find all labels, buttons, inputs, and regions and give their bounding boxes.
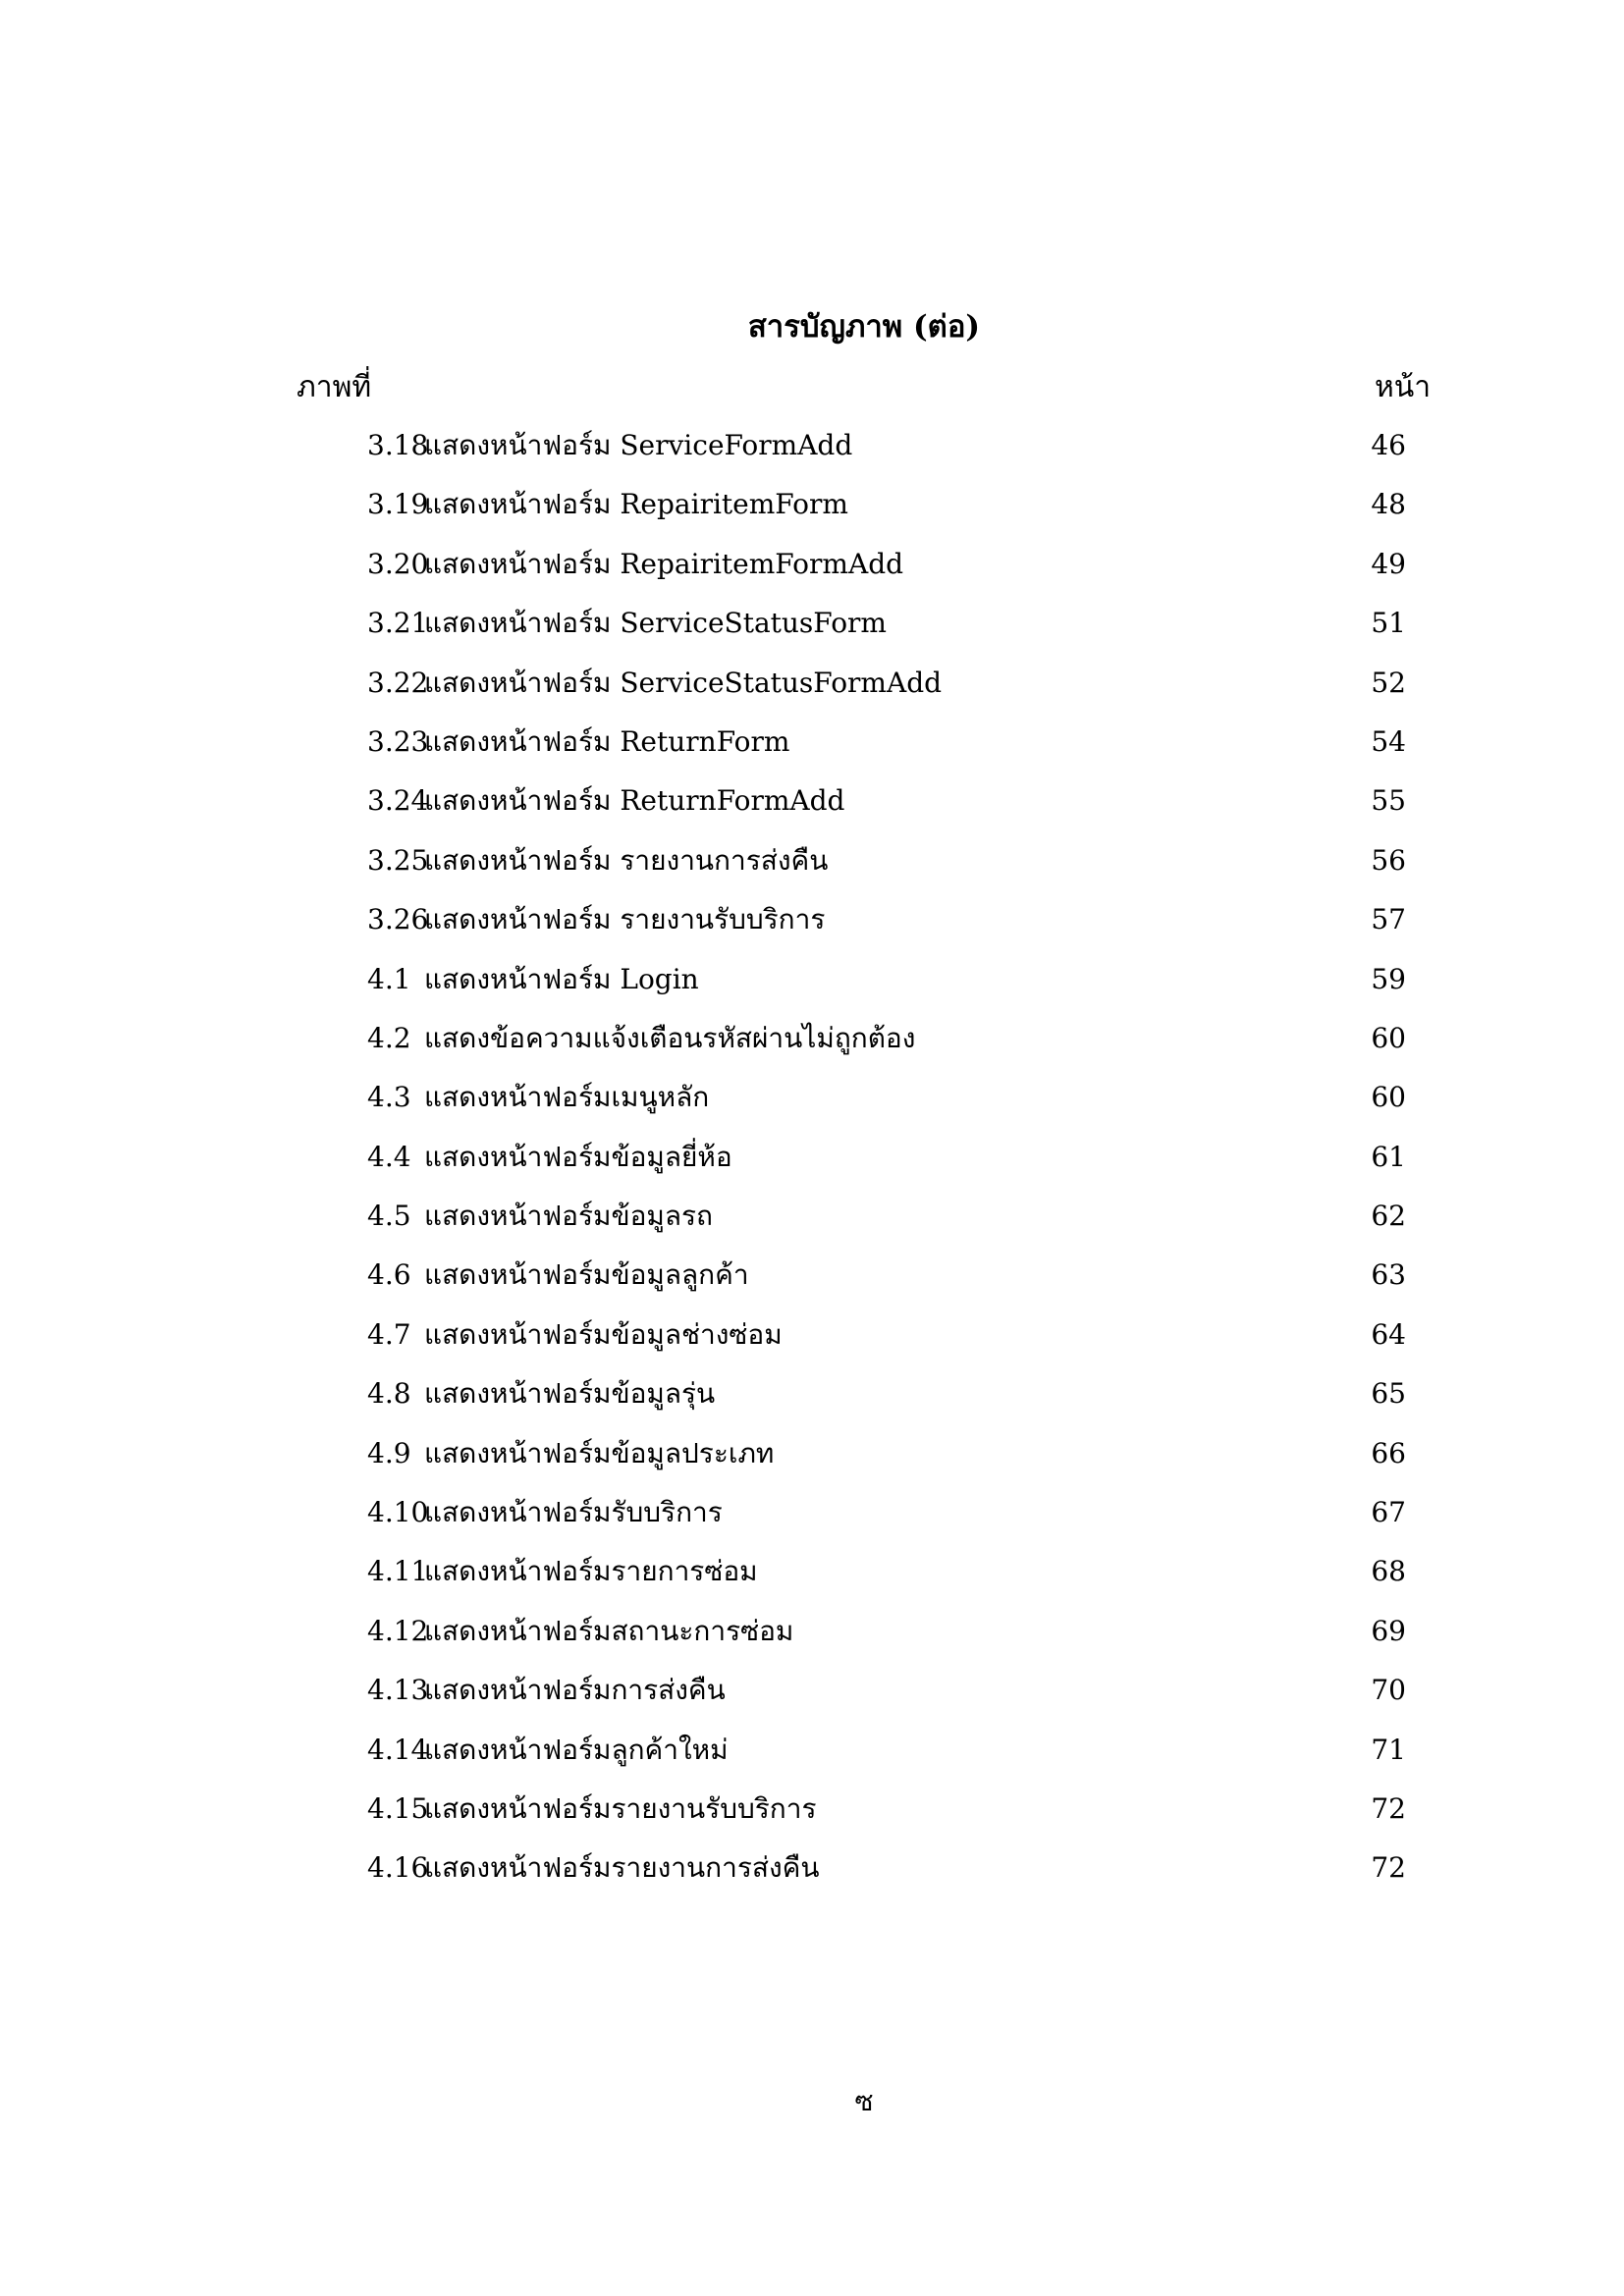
toc-row	[367, 1607, 1428, 1666]
toc-figure-caption: แสดงหน้าฟอร์มการส่งคืน	[424, 1674, 726, 1707]
toc-figure-caption: แสดงหน้าฟอร์ม รายงานการส่งคืน	[424, 843, 829, 877]
toc-figure-number: 4.12	[367, 1614, 429, 1647]
page-title: สารบัญภาพ (ต่อ)	[747, 309, 981, 345]
toc-figure-caption: แสดงหน้าฟอร์มรายงานการส่งคืน	[424, 1851, 820, 1885]
toc-row	[367, 1547, 1428, 1606]
toc-figure-caption: แสดงหน้าฟอร์ม รายงานรับบริการ	[424, 903, 826, 936]
toc-row	[367, 1014, 1428, 1073]
toc-row	[367, 718, 1428, 776]
toc-page-number: 62	[1371, 1200, 1406, 1233]
toc-page-number: 59	[1371, 962, 1406, 995]
toc-page-number: 60	[1371, 1081, 1406, 1114]
toc-row	[367, 1192, 1428, 1251]
toc-figure-caption: แสดงหน้าฟอร์มข้อมูลช่างซ่อม	[424, 1317, 783, 1351]
toc-page-number: 72	[1371, 1851, 1406, 1885]
toc-row	[367, 480, 1428, 539]
toc-figure-caption: แสดงหน้าฟอร์ม ServiceStatusFormAdd	[424, 666, 943, 699]
toc-figure-number: 4.4	[367, 1140, 411, 1173]
toc-page-number: 72	[1371, 1791, 1406, 1825]
toc-figure-caption: แสดงหน้าฟอร์มรายงานรับบริการ	[424, 1791, 817, 1825]
toc-page-number: 70	[1371, 1674, 1406, 1707]
toc-page-number: 54	[1371, 724, 1406, 758]
toc-figure-caption: แสดงหน้าฟอร์ม ServiceStatusForm	[424, 607, 887, 640]
page-number: ซ	[854, 2085, 874, 2117]
toc-figure-number: 4.7	[367, 1317, 411, 1351]
toc-page-number: 64	[1371, 1317, 1406, 1351]
toc-figure-caption: แสดงหน้าฟอร์มลูกค้าใหม่	[424, 1733, 729, 1766]
toc-figure-caption: แสดงหน้าฟอร์ม ReturnFormAdd	[424, 784, 845, 818]
toc-figure-caption: แสดงหน้าฟอร์มข้อมูลลูกค้า	[424, 1258, 749, 1292]
toc-figure-number: 4.9	[367, 1436, 411, 1469]
toc-page-number: 52	[1371, 666, 1406, 699]
toc-page-number: 51	[1371, 607, 1406, 640]
toc-figure-number: 4.15	[367, 1791, 429, 1825]
toc-figure-number: 3.23	[367, 724, 429, 758]
toc-figure-caption: แสดงหน้าฟอร์มรายการซ่อม	[424, 1555, 758, 1588]
toc-row	[367, 1785, 1428, 1843]
toc-figure-number: 3.22	[367, 666, 429, 699]
toc-figure-number: 4.6	[367, 1258, 411, 1292]
toc-page-number: 71	[1371, 1733, 1406, 1766]
toc-row	[367, 659, 1428, 718]
column-header-page: หน้า	[1375, 370, 1432, 404]
toc-figure-caption: แสดงหน้าฟอร์มข้อมูลประเภท	[424, 1436, 775, 1469]
toc-row	[367, 1843, 1428, 1902]
toc-figure-number: 3.20	[367, 547, 429, 580]
toc-figure-number: 3.19	[367, 488, 429, 521]
toc-row	[367, 1726, 1428, 1785]
toc-figure-caption: แสดงหน้าฟอร์มเมนูหลัก	[424, 1081, 710, 1114]
toc-figure-number: 4.8	[367, 1377, 411, 1411]
toc-figure-caption: แสดงหน้าฟอร์ม ReturnForm	[424, 724, 790, 758]
toc-figure-number: 3.26	[367, 903, 429, 936]
toc-page-number: 65	[1371, 1377, 1406, 1411]
toc-row	[367, 1429, 1428, 1488]
toc-figure-number: 4.16	[367, 1851, 429, 1885]
toc-page-number: 67	[1371, 1496, 1406, 1529]
toc-figure-number: 4.10	[367, 1496, 429, 1529]
toc-figure-caption: แสดงหน้าฟอร์มสถานะการซ่อม	[424, 1614, 794, 1647]
toc-page-number: 49	[1371, 547, 1406, 580]
toc-figure-number: 4.3	[367, 1081, 411, 1114]
toc-figure-number: 4.2	[367, 1021, 411, 1054]
toc-row	[367, 895, 1428, 954]
toc-page-number: 66	[1371, 1436, 1406, 1469]
toc-row	[367, 1488, 1428, 1547]
toc-page-number: 57	[1371, 903, 1406, 936]
toc-figure-number: 4.1	[367, 962, 411, 995]
toc-figure-caption: แสดงหน้าฟอร์ม ServiceFormAdd	[424, 429, 853, 461]
toc-page-number: 61	[1371, 1140, 1406, 1173]
toc-row	[367, 955, 1428, 1014]
toc-figure-number: 3.24	[367, 784, 429, 818]
toc-figure-caption: แสดงหน้าฟอร์มข้อมูลยี่ห้อ	[424, 1140, 732, 1173]
toc-figure-number: 4.13	[367, 1674, 429, 1707]
toc-row	[367, 1369, 1428, 1428]
toc-row	[367, 599, 1428, 658]
toc-page-number: 60	[1371, 1021, 1406, 1054]
toc-page-number: 55	[1371, 784, 1406, 818]
toc-figure-number: 4.5	[367, 1200, 411, 1233]
toc-page-number: 69	[1371, 1614, 1406, 1647]
toc-row	[367, 421, 1428, 480]
toc-page-number: 46	[1371, 429, 1406, 461]
column-header-figure: ภาพที่	[297, 370, 372, 404]
toc-figure-number: 4.14	[367, 1733, 429, 1766]
toc-figure-caption: แสดงหน้าฟอร์มรับบริการ	[424, 1496, 723, 1529]
toc-row	[367, 1666, 1428, 1725]
toc-row	[367, 1133, 1428, 1192]
toc-figure-caption: แสดงหน้าฟอร์ม RepairitemFormAdd	[424, 547, 904, 580]
toc-row	[367, 1310, 1428, 1369]
toc-row	[367, 540, 1428, 599]
toc-page-number: 48	[1371, 488, 1406, 521]
toc-figure-number: 3.18	[367, 429, 429, 461]
toc-row	[367, 1251, 1428, 1309]
toc-figure-caption: แสดงหน้าฟอร์มข้อมูลรุ่น	[424, 1377, 716, 1411]
toc-figure-number: 4.11	[367, 1555, 429, 1588]
toc-row	[367, 1073, 1428, 1132]
toc-page-number: 63	[1371, 1258, 1406, 1292]
toc-figure-caption: แสดงหน้าฟอร์ม RepairitemForm	[424, 488, 848, 521]
toc-figure-caption: แสดงข้อความแจ้งเตือนรหัสผ่านไม่ถูกต้อง	[424, 1021, 916, 1054]
toc-row	[367, 776, 1428, 835]
toc-page-number: 68	[1371, 1555, 1406, 1588]
toc-figure-number: 3.25	[367, 843, 429, 877]
toc-list	[367, 421, 1428, 1903]
toc-figure-number: 3.21	[367, 607, 429, 640]
toc-figure-caption: แสดงหน้าฟอร์มข้อมูลรถ	[424, 1200, 714, 1233]
toc-figure-caption: แสดงหน้าฟอร์ม Login	[424, 962, 699, 995]
toc-row	[367, 836, 1428, 895]
toc-page-number: 56	[1371, 843, 1406, 877]
